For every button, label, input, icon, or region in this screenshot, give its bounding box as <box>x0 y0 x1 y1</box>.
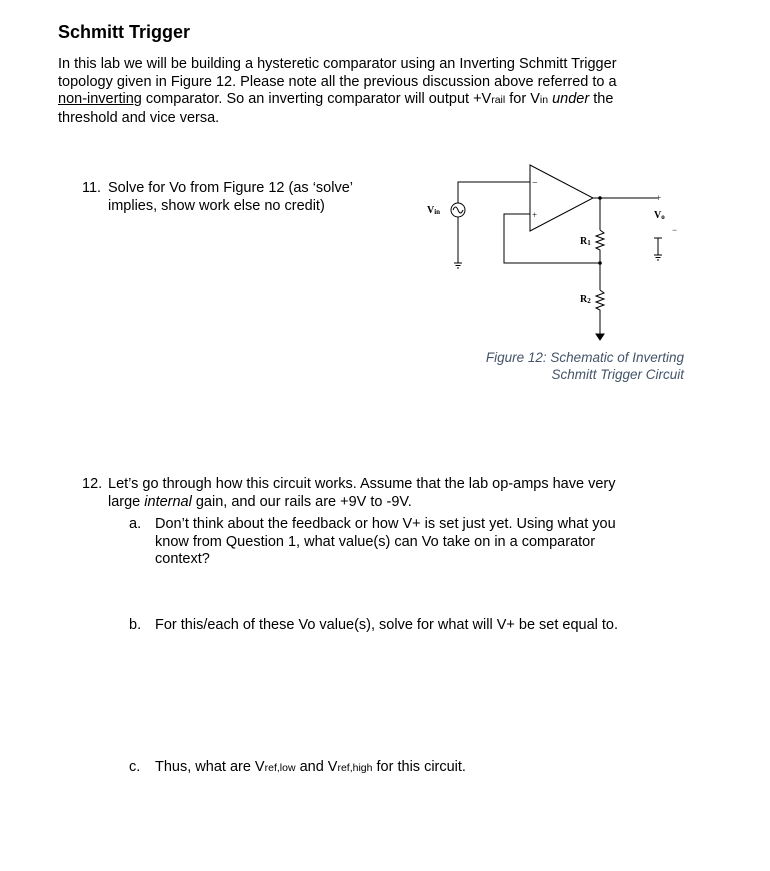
intro-paragraph <box>58 56 708 127</box>
question-12 <box>82 476 702 516</box>
ground-icon <box>454 263 462 268</box>
question-line: Let’s go through how this circuit works. Assume that the lab op-amps have very <box>108 476 616 492</box>
intro-line-1: In this lab we will be building a hysteretic comparator using an Inverting Schmitt Trigger <box>58 56 617 72</box>
ref-high-subscript: ref,high <box>337 762 373 774</box>
internal-emphasis: internal <box>144 493 192 510</box>
q12-text: gain, and our rails are +9V to -9V. <box>191 493 412 510</box>
op-amp-minus-sign: − <box>532 178 538 189</box>
subquestion-c <box>129 759 689 779</box>
question-number: 12. <box>82 476 103 492</box>
sine-wave-icon <box>453 207 463 213</box>
non-inverting-term: non-inverting <box>58 91 142 107</box>
question-11 <box>82 180 402 220</box>
ref-low-subscript: ref,low <box>264 762 296 774</box>
resistor-r1-icon <box>596 230 604 290</box>
question-line: Solve for Vo from Figure 12 (as ‘solve’ <box>108 180 353 196</box>
subquestion-text <box>155 759 466 778</box>
question-text <box>108 476 616 511</box>
r1-label: R1 <box>580 236 591 247</box>
intro-text: comparator. So an inverting comparator will output +V <box>141 91 492 107</box>
junction-dot <box>598 261 602 265</box>
intro-text: the <box>589 91 614 107</box>
subquestion-text: For this/each of these Vo value(s), solve for what will V+ be set equal to. <box>155 617 619 633</box>
subquestion-text <box>155 516 616 569</box>
c-text: for this circuit. <box>372 759 466 775</box>
question-line <box>108 494 616 512</box>
c-text: and V <box>295 759 338 775</box>
vin-label: Vin <box>427 205 441 216</box>
intro-text: for V <box>505 91 540 107</box>
under-emphasis: under <box>552 91 590 107</box>
subquestion-label: c. <box>129 759 141 775</box>
junction-dot <box>598 196 602 200</box>
in-subscript: in <box>539 94 549 106</box>
question-line: implies, show work else no credit) <box>108 197 325 214</box>
c-text: Thus, what are V <box>155 759 265 775</box>
op-amp <box>530 165 593 231</box>
question-number: 11. <box>82 180 102 196</box>
intro-line-4: threshold and vice versa. <box>58 109 220 126</box>
subquestion-line: context? <box>155 551 210 567</box>
r2-label: R2 <box>580 294 591 305</box>
subquestion-b <box>129 617 709 637</box>
subquestion-label: a. <box>129 516 142 532</box>
ground-icon <box>654 255 662 260</box>
q12-text: large <box>108 493 145 510</box>
resistor-r2-icon <box>596 290 604 338</box>
subquestion-label: b. <box>129 617 142 633</box>
page-title: Schmitt Trigger <box>58 22 191 42</box>
caption-line: Figure 12: Schematic of Inverting <box>485 350 684 365</box>
r2-ground-arrow-icon <box>596 334 604 340</box>
subquestion-line: Don’t think about the feedback or how V+ is set just yet. Using what you <box>155 516 616 532</box>
intro-line-3 <box>58 91 708 110</box>
question-text <box>108 180 353 215</box>
vo-plus-sign: + <box>656 193 662 203</box>
caption-line: Schmitt Trigger Circuit <box>551 367 684 382</box>
inverting-input-wire <box>458 182 530 203</box>
vo-minus-sign: − <box>672 225 678 235</box>
subquestion-line: know from Question 1, what value(s) can Vo take on in a comparator <box>155 533 596 550</box>
rail-subscript: rail <box>491 94 506 106</box>
figure-caption <box>440 349 684 383</box>
op-amp-plus-sign: + <box>532 210 538 220</box>
vo-label: Vo <box>654 210 665 221</box>
intro-line-2: topology given in Figure 12. Please note all the previous discussion above referred to a <box>58 73 617 90</box>
schmitt-trigger-schematic <box>418 160 698 345</box>
subquestion-a <box>129 516 689 576</box>
